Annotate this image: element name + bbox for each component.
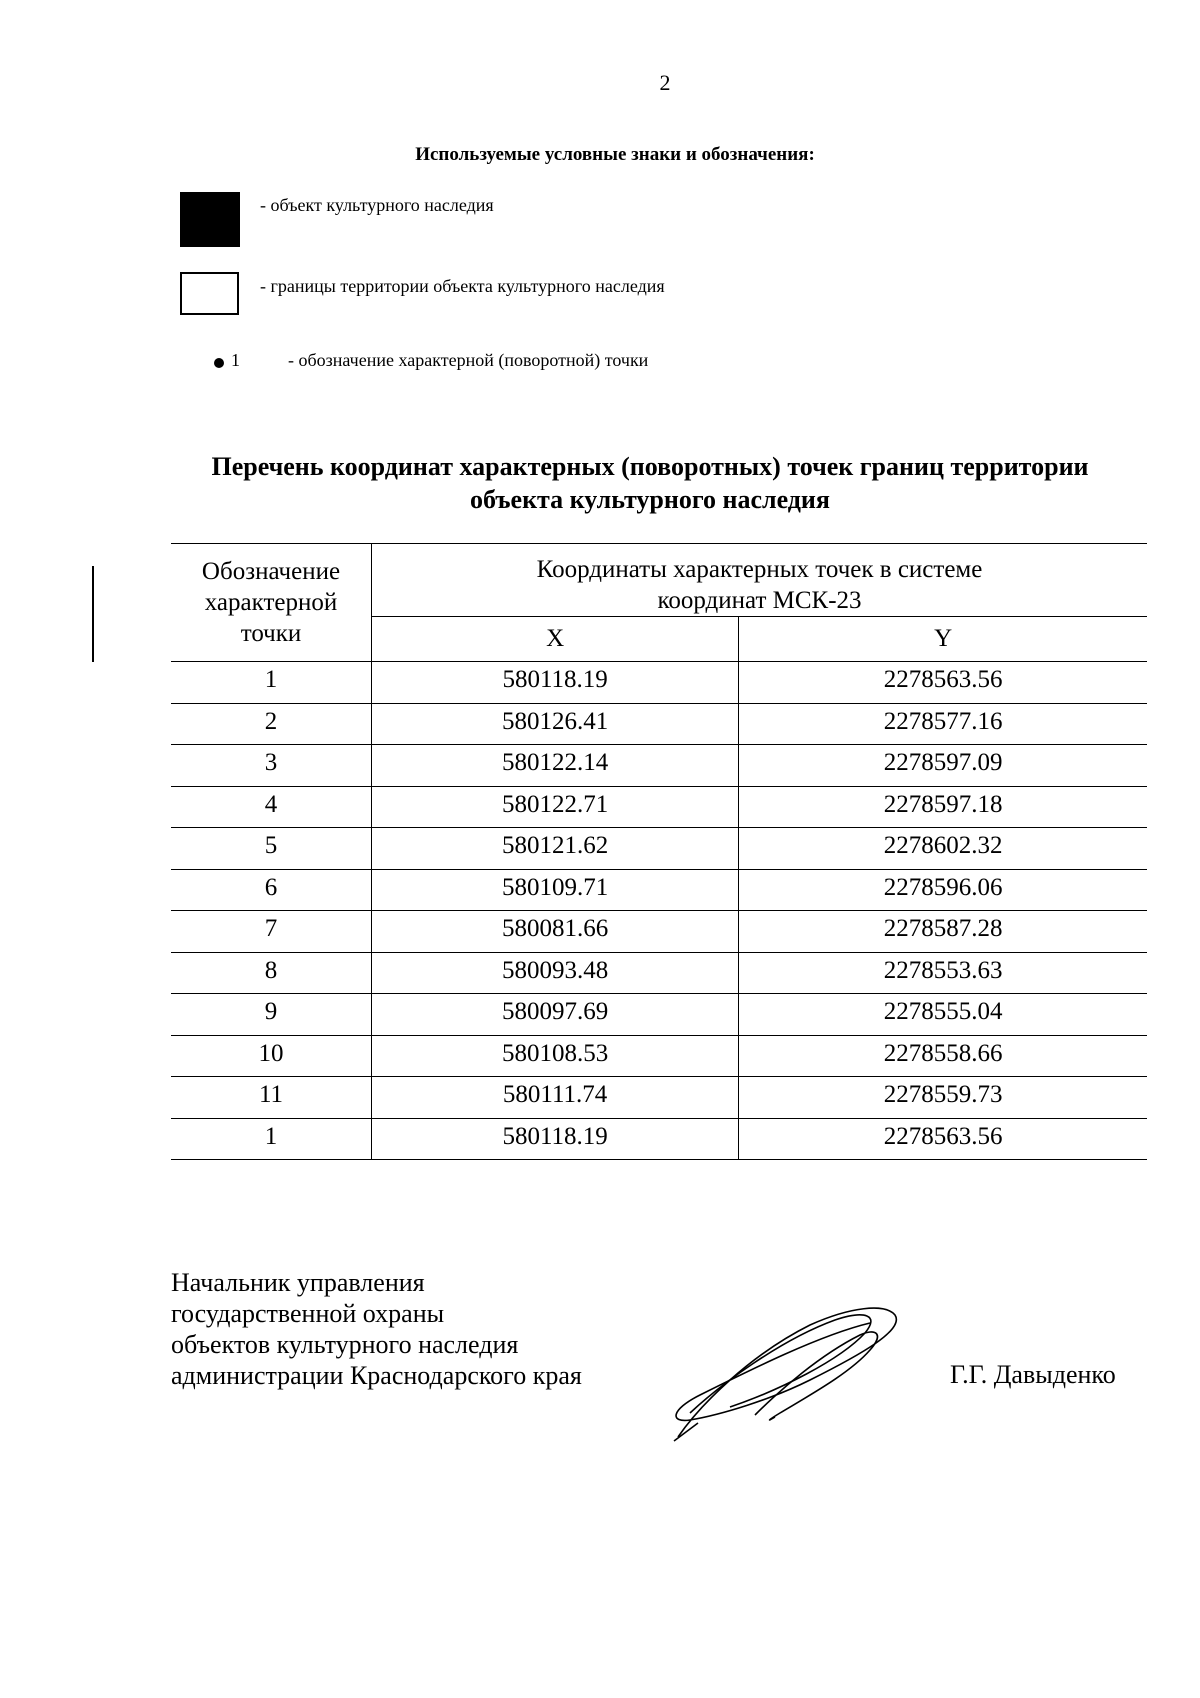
header-point-line: точки xyxy=(240,620,302,647)
cell-y: 2278596.06 xyxy=(739,869,1147,911)
signer-name: Г.Г. Давыденко xyxy=(950,1360,1116,1389)
position-line: администрации Краснодарского края xyxy=(171,1361,582,1390)
table-row xyxy=(171,952,1147,994)
position-line: государственной охраны xyxy=(171,1299,445,1328)
legend-title: Используемые условные знаки и обозначения: xyxy=(415,144,815,165)
cell-x: 580109.71 xyxy=(372,869,739,911)
table-row xyxy=(171,786,1147,828)
point-marker-icon xyxy=(214,358,224,368)
cell-point: 3 xyxy=(171,745,372,787)
table-title-line: Перечень координат характерных (поворотных) точек границ территории xyxy=(211,452,1089,481)
cell-point: 10 xyxy=(171,1035,372,1077)
table-row xyxy=(171,1035,1147,1077)
filled-square-icon xyxy=(180,192,240,247)
cell-point: 11 xyxy=(171,1077,372,1119)
table-row xyxy=(171,1118,1147,1160)
cell-x: 580108.53 xyxy=(372,1035,739,1077)
cell-y: 2278563.56 xyxy=(739,1118,1147,1160)
cell-x: 580081.66 xyxy=(372,911,739,953)
cell-point: 2 xyxy=(171,703,372,745)
cell-point: 7 xyxy=(171,911,372,953)
cell-x: 580126.41 xyxy=(372,703,739,745)
cell-y: 2278587.28 xyxy=(739,911,1147,953)
point-marker-label: 1 xyxy=(231,350,240,370)
handwritten-signature xyxy=(660,1295,910,1445)
cell-y: 2278577.16 xyxy=(739,703,1147,745)
header-system-line: Координаты характерных точек в системе xyxy=(536,556,983,583)
empty-square-icon xyxy=(180,272,239,315)
table-row xyxy=(171,994,1147,1036)
cell-x: 580111.74 xyxy=(372,1077,739,1119)
legend-item-label: - границы территории объекта культурного наследия xyxy=(260,276,665,296)
cell-y: 2278602.32 xyxy=(739,828,1147,870)
table-row xyxy=(171,1077,1147,1119)
coordinates-table xyxy=(171,543,1147,1160)
cell-point: 5 xyxy=(171,828,372,870)
cell-x: 580093.48 xyxy=(372,952,739,994)
table-row xyxy=(171,828,1147,870)
page-number: 2 xyxy=(659,70,671,95)
legend-item-label: - обозначение характерной (поворотной) точки xyxy=(288,350,649,370)
header-point xyxy=(171,544,372,662)
cell-point: 8 xyxy=(171,952,372,994)
signature-position xyxy=(171,1267,582,1391)
cell-x: 580118.19 xyxy=(372,1118,739,1160)
table-row xyxy=(171,745,1147,787)
cell-point: 1 xyxy=(171,1118,372,1160)
cell-y: 2278597.09 xyxy=(739,745,1147,787)
cell-point: 4 xyxy=(171,786,372,828)
position-line: Начальник управления xyxy=(171,1268,425,1297)
table-title-line: объекта культурного наследия xyxy=(470,485,830,514)
table-row xyxy=(171,703,1147,745)
header-coordinate-system xyxy=(372,544,1148,617)
table-row xyxy=(171,662,1147,704)
cell-y: 2278553.63 xyxy=(739,952,1147,994)
cell-x: 580118.19 xyxy=(372,662,739,704)
header-point-line: характерной xyxy=(204,589,338,616)
header-system-line: координат МСК-23 xyxy=(657,587,862,614)
header-point-line: Обозначение xyxy=(201,558,341,585)
cell-y: 2278563.56 xyxy=(739,662,1147,704)
cell-point: 1 xyxy=(171,662,372,704)
table-row xyxy=(171,869,1147,911)
header-x: X xyxy=(372,617,739,662)
cell-y: 2278555.04 xyxy=(739,994,1147,1036)
legend-item-label: - объект культурного наследия xyxy=(260,195,494,215)
table-title xyxy=(150,450,1150,516)
cell-y: 2278558.66 xyxy=(739,1035,1147,1077)
cell-x: 580122.71 xyxy=(372,786,739,828)
cell-point: 6 xyxy=(171,869,372,911)
position-line: объектов культурного наследия xyxy=(171,1330,519,1359)
header-y: Y xyxy=(739,617,1147,662)
table-row xyxy=(171,911,1147,953)
cell-y: 2278597.18 xyxy=(739,786,1147,828)
cell-y: 2278559.73 xyxy=(739,1077,1147,1119)
cell-x: 580097.69 xyxy=(372,994,739,1036)
margin-line xyxy=(92,566,94,662)
cell-x: 580122.14 xyxy=(372,745,739,787)
cell-point: 9 xyxy=(171,994,372,1036)
cell-x: 580121.62 xyxy=(372,828,739,870)
